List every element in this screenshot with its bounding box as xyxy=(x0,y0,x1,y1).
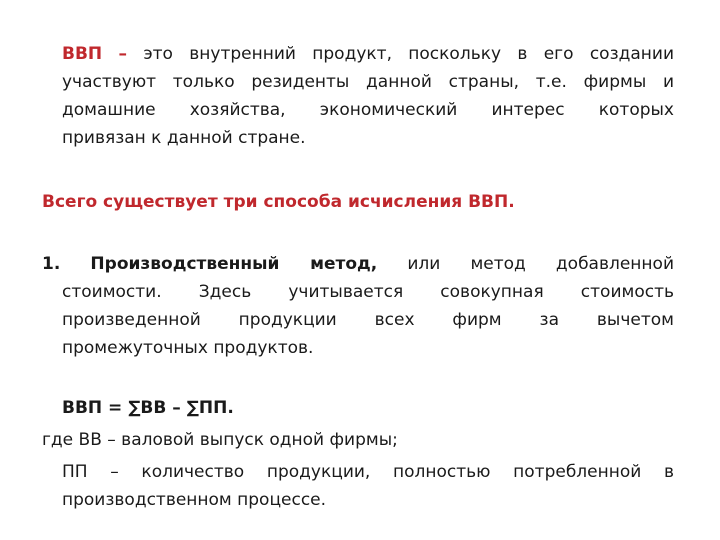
method-1-text-1: или метод добавленной xyxy=(407,254,674,274)
pp-line-1: ПП – количество продукции, полностью потребленной в xyxy=(62,462,674,482)
definition-line-1 xyxy=(62,40,674,68)
methods-heading-text: Всего существует три способа исчисления ВВП. xyxy=(42,192,515,212)
methods-heading xyxy=(42,188,682,216)
pp-definition-paragraph xyxy=(62,458,674,514)
definition-line-3: домашние хозяйства, экономический интерес которых xyxy=(62,100,674,120)
method-1-line-1 xyxy=(42,250,674,278)
definition-line-2: участвуют только резиденты данной страны, т.е. фирмы и xyxy=(62,72,674,92)
gdp-definition-paragraph xyxy=(62,40,674,152)
definition-line-4: привязан к данной стране. xyxy=(62,128,306,148)
gdp-term: ВВП xyxy=(62,44,103,64)
method-1-name: Производственный метод, xyxy=(90,254,378,274)
gdp-formula xyxy=(62,394,362,422)
method-1-number: 1. xyxy=(42,254,61,274)
gdp-formula-text: ВВП = ∑ВВ – ∑ПП. xyxy=(62,398,234,418)
pp-line-2: производственном процессе. xyxy=(62,490,327,510)
method-1-paragraph xyxy=(42,250,674,362)
definition-text-1: это внутренний продукт, поскольку в его создании xyxy=(143,44,674,64)
method-1-line-2: стоимости. Здесь учитывается совокупная стоимость xyxy=(62,282,674,302)
method-1-line-4: промежуточных продуктов. xyxy=(62,338,314,358)
bb-definition-text: где ВВ – валовой выпуск одной фирмы; xyxy=(42,430,398,450)
bb-definition xyxy=(42,426,682,454)
method-1-line-3: произведенной продукции всех фирм за вычетом xyxy=(62,310,674,330)
definition-dash: – xyxy=(118,44,127,64)
